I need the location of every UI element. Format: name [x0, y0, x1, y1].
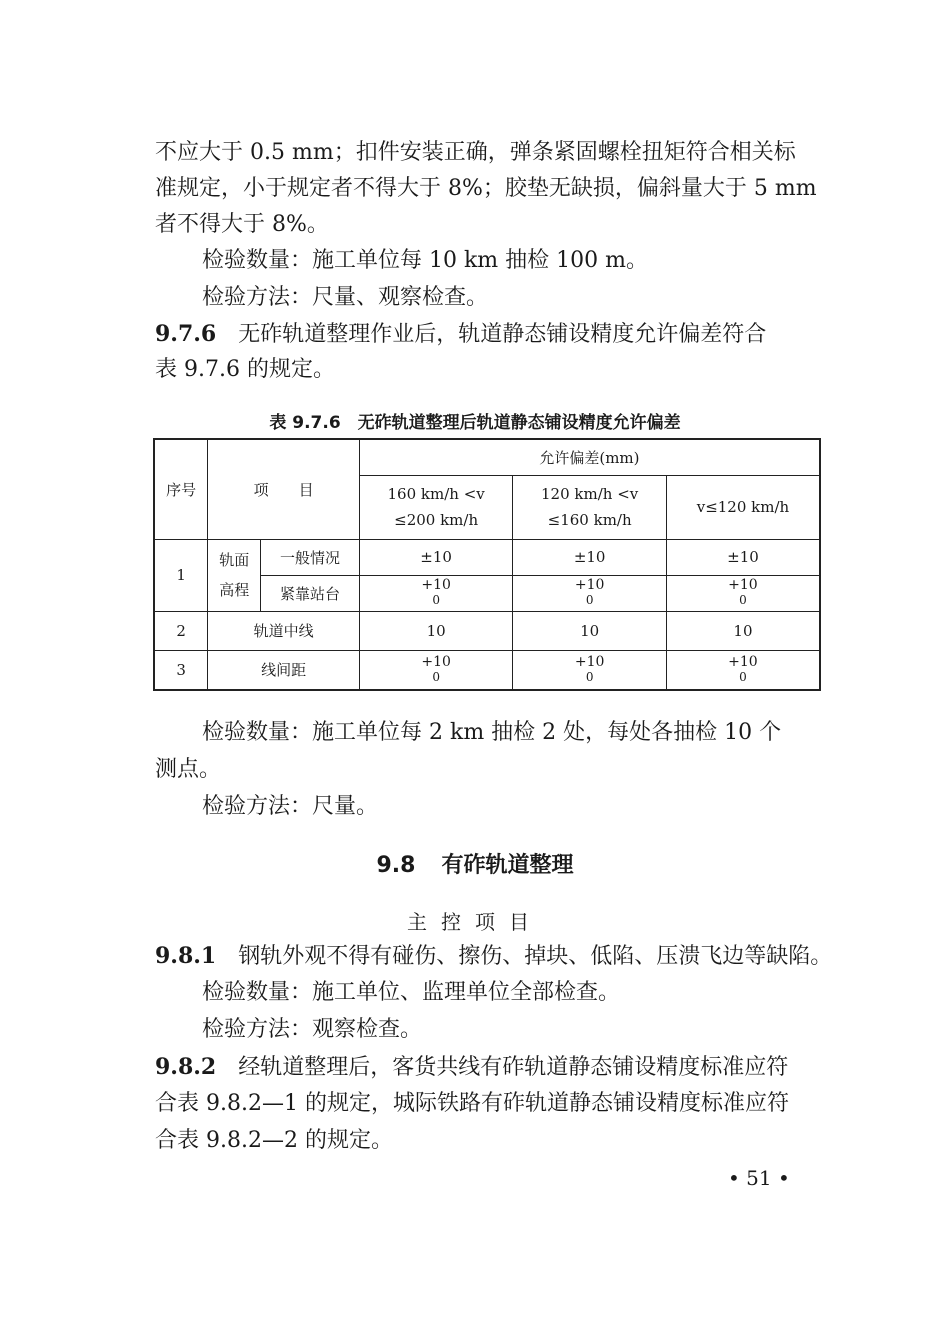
clause-981-line	[155, 941, 832, 972]
section-number: 9.8	[376, 853, 416, 878]
row1-sub2-label: 紧靠站台	[261, 575, 360, 611]
after-table-inspect-qty-line2: 测点。	[155, 757, 222, 782]
after-table-inspect-qty-line1: 检验数量：施工单位每 2 km 抽检 2 处，每处各抽检 10 个	[202, 720, 782, 745]
row3-val2-lower: 0	[585, 669, 594, 684]
row1-group	[208, 539, 261, 611]
clause-981-number: 9.8.1	[155, 943, 217, 969]
row1-sub2-val2-upper: +10	[574, 577, 605, 593]
row3-item: 线间距	[208, 650, 360, 690]
para1-line1: 不应大于 0.5 mm；扣件安装正确，弹条紧固螺栓扭矩符合相关标	[155, 140, 796, 165]
clause-982-line3: 合表 9.8.2—2 的规定。	[155, 1128, 393, 1153]
header-speed-2-a: 120 km/h <v	[541, 485, 639, 503]
row1-sub2-val1	[359, 575, 513, 611]
header-speed-1	[359, 475, 513, 539]
clause-976-line1	[155, 319, 766, 350]
header-item: 项 目	[208, 439, 360, 539]
row3-val1-lower: 0	[432, 669, 440, 684]
row3-val1-upper: +10	[421, 653, 451, 670]
row2-item: 轨道中线	[208, 611, 360, 650]
row3-val3	[666, 650, 820, 690]
clause-982-line1	[155, 1052, 788, 1083]
header-speed-2	[513, 475, 667, 539]
clause-982-number: 9.8.2	[155, 1054, 217, 1080]
row1-sub2-val3-upper: +10	[728, 577, 758, 593]
header-seq: 序号	[154, 439, 208, 539]
clause-982-line2: 合表 9.8.2—1 的规定，城际铁路有砟轨道静态铺设精度标准应符	[155, 1091, 789, 1116]
row3-val2	[513, 650, 667, 690]
row1-seq: 1	[154, 539, 208, 611]
row1-sub1-label: 一般情况	[261, 539, 360, 575]
row3-val3-lower: 0	[739, 669, 747, 684]
tolerance-table	[153, 438, 821, 691]
row3-val3-upper: +10	[728, 653, 758, 670]
section-title: 有砟轨道整理	[441, 853, 574, 878]
clause-981-inspect-qty: 检验数量：施工单位、监理单位全部检查。	[202, 980, 621, 1005]
clause-976-number: 9.7.6	[155, 321, 217, 347]
row1-sub2-val2	[513, 575, 667, 611]
page-number: • 51 •	[728, 1166, 790, 1190]
row1-sub1-val2: ±10	[513, 539, 667, 575]
row1-sub2-val2-lower: 0	[585, 593, 594, 607]
para1-line3: 者不得大于 8%。	[155, 212, 329, 237]
table-caption: 表 9.7.6 无砟轨道整理后轨道静态铺设精度允许偏差	[269, 413, 681, 433]
header-speed-2-b: ≤160 km/h	[547, 511, 632, 529]
header-speed-3: v≤120 km/h	[666, 475, 820, 539]
clause-981-text: 钢轨外观不得有碰伤、擦伤、掉块、低陷、压溃飞边等缺陷。	[238, 944, 833, 969]
row2-val3: 10	[666, 611, 820, 650]
row1-sub1-val3: ±10	[666, 539, 820, 575]
section-heading	[0, 848, 950, 879]
row3-val1	[359, 650, 513, 690]
after-table-inspect-method: 检验方法：尺量。	[202, 794, 379, 819]
row3-seq: 3	[154, 650, 208, 690]
clause-976-text: 无砟轨道整理作业后，轨道静态铺设精度允许偏差符合	[238, 322, 767, 347]
row1-sub2-val1-upper: +10	[421, 577, 451, 593]
row2-val2: 10	[513, 611, 667, 650]
row1-sub1-val1: ±10	[359, 539, 513, 575]
clause-981-inspect-method: 检验方法：观察检查。	[202, 1017, 423, 1042]
para1-line2: 准规定，小于规定者不得大于 8%；胶垫无缺损，偏斜量大于 5 mm	[155, 176, 817, 201]
section-subheading: 主控项目	[407, 910, 543, 934]
row2-seq: 2	[154, 611, 208, 650]
row2-val1: 10	[359, 611, 513, 650]
para1-inspect-method: 检验方法：尺量、观察检查。	[202, 285, 489, 310]
header-tolerance: 允许偏差(mm)	[359, 439, 820, 475]
row1-sub2-val3-lower: 0	[739, 593, 747, 607]
clause-982-text: 经轨道整理后，客货共线有砟轨道静态铺设精度标准应符	[238, 1055, 789, 1080]
clause-976-line2: 表 9.7.6 的规定。	[155, 357, 335, 382]
row1-group-a: 轨面	[219, 551, 250, 569]
row3-val2-upper: +10	[574, 653, 605, 670]
para1-inspect-qty: 检验数量：施工单位每 10 km 抽检 100 m。	[202, 248, 649, 273]
row1-sub2-val3	[666, 575, 820, 611]
row1-sub2-val1-lower: 0	[432, 593, 440, 607]
header-speed-1-b: ≤200 km/h	[394, 511, 479, 529]
header-speed-1-a: 160 km/h <v	[387, 485, 485, 503]
row1-group-b: 高程	[219, 581, 250, 599]
